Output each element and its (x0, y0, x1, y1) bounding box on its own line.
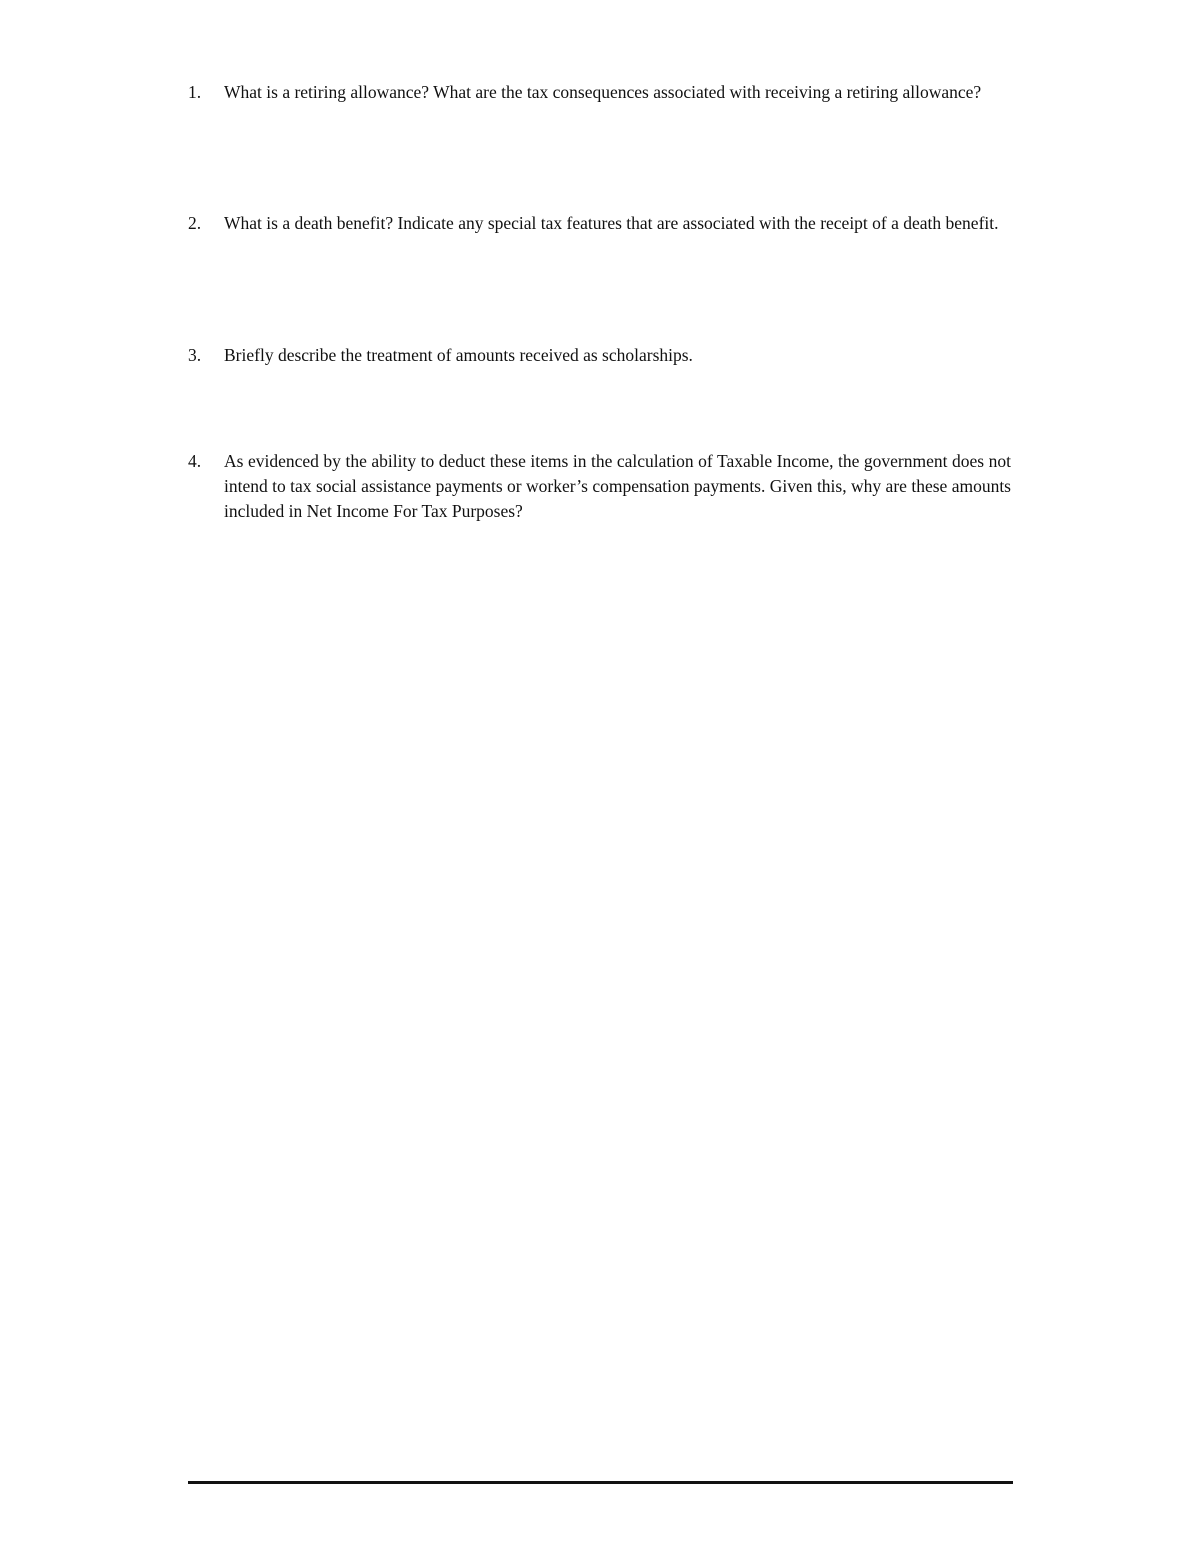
question-4 (188, 449, 1011, 524)
question-number: 4. (188, 451, 202, 471)
question-1 (188, 80, 1011, 105)
question-number: 2. (188, 213, 202, 233)
question-text: Briefly describe the treatment of amounts received as scholarships. (224, 345, 693, 365)
footer-rule (188, 1481, 1013, 1484)
question-2 (188, 211, 1011, 236)
question-text: What is a death benefit? Indicate any special tax features that are associated with the receipt of a death benefit. (224, 213, 999, 233)
question-3 (188, 343, 1011, 368)
question-number: 3. (188, 345, 202, 365)
question-text: As evidenced by the ability to deduct these items in the calculation of Taxable Income, the government does not intend to tax social assistance payments or worker’s compensation payments. Given this, why are these amounts included in Net Income For Tax Purposes? (224, 451, 1011, 521)
question-text: What is a retiring allowance? What are the tax consequences associated with receiving a retiring allowance? (224, 82, 982, 102)
question-number: 1. (188, 82, 202, 102)
